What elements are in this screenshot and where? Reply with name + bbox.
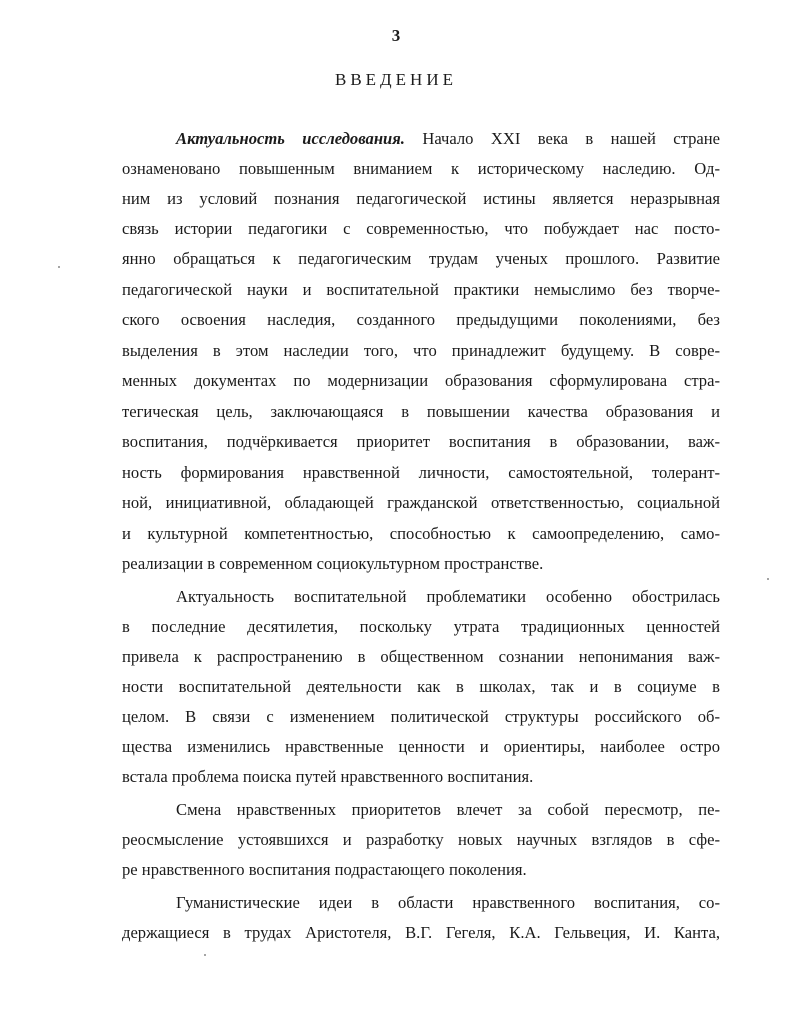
- lead-phrase: Актуальность исследования.: [176, 129, 405, 148]
- text-line: реосмысление устоявшихся и разработку новых научных взглядов в сфе-: [122, 830, 720, 849]
- text-line: держащиеся в трудах Аристотеля, В.Г. Гегеля, К.А. Гельвеция, И. Канта,: [122, 923, 720, 942]
- text-line: связь истории педагогики с современностью, что побуждает нас посто-: [122, 219, 720, 238]
- text-line: ского освоения наследия, созданного предыдущими поколениями, без: [122, 310, 720, 329]
- text-line: ним из условий познания педагогической истины является неразрывная: [122, 189, 720, 208]
- text-line: ность формирования нравственной личности, самостоятельной, толерант-: [122, 463, 720, 482]
- text-line: педагогической науки и воспитательной практики немыслимо без творче-: [122, 280, 720, 299]
- text-line: в последние десятилетия, поскольку утрата традиционных ценностей: [122, 617, 720, 636]
- text-line: менных документах по модернизации образования сформулирована стра-: [122, 371, 720, 390]
- text-line: [176, 129, 720, 149]
- page-number: 3: [391, 26, 401, 45]
- text-line: и культурной компетентностью, способностью к самоопределению, само-: [122, 524, 720, 543]
- text-line: привела к распространению в общественном сознании непонимания важ-: [122, 647, 720, 666]
- text-line: воспитания, подчёркивается приоритет воспитания в образовании, важ-: [122, 432, 720, 451]
- text-line: щества изменились нравственные ценности и ориентиры, наиболее остро: [122, 737, 720, 756]
- text-line: ознаменовано повышенным вниманием к историческому наследию. Од-: [122, 159, 720, 178]
- text-line: встала проблема поиска путей нравственного воспитания.: [122, 767, 534, 786]
- text-line: выделения в этом наследии того, что принадлежит будущему. В совре-: [122, 341, 720, 360]
- scan-speck: [58, 266, 60, 268]
- text-line: тегическая цель, заключающаяся в повышении качества образования и: [122, 402, 720, 421]
- text-line: Смена нравственных приоритетов влечет за собой пересмотр, пе-: [176, 800, 720, 819]
- text-line: ре нравственного воспитания подрастающего поколения.: [122, 860, 527, 879]
- scan-speck: [767, 578, 769, 580]
- text-line: целом. В связи с изменением политической структуры российского об-: [122, 707, 720, 726]
- scan-speck: [204, 954, 206, 956]
- text-line: янно обращаться к педагогическим трудам ученых прошлого. Развитие: [122, 249, 720, 268]
- text-line: ной, инициативной, обладающей гражданской ответственностью, социальной: [122, 493, 720, 512]
- text-line: ности воспитательной деятельности как в школах, так и в социуме в: [122, 677, 720, 696]
- section-title: ВВЕДЕНИЕ: [335, 70, 457, 89]
- text-line: Гуманистические идеи в области нравственного воспитания, со-: [176, 893, 720, 912]
- text-line-content: Начало XXI века в нашей стране: [422, 129, 721, 148]
- text-line: реализации в современном социокультурном пространстве.: [122, 554, 544, 573]
- text-line: Актуальность воспитательной проблематики особенно обострилась: [176, 587, 720, 606]
